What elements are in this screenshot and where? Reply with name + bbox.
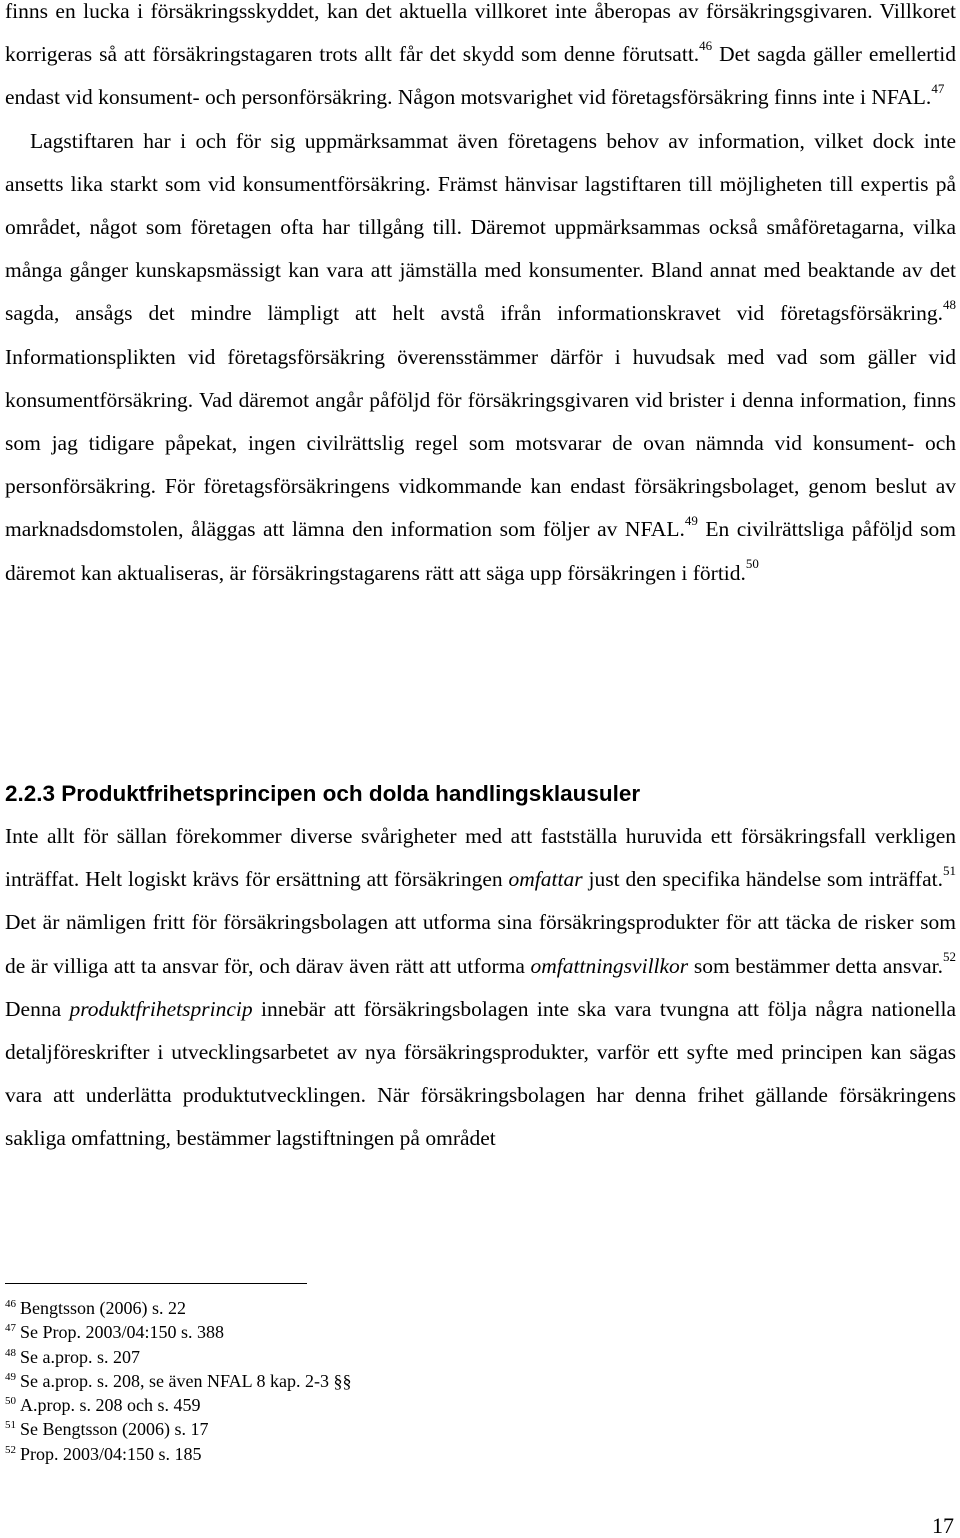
footnote-text: A.prop. s. 208 och s. 459 <box>20 1395 201 1416</box>
paragraph-text: som bestämmer detta ansvar. <box>688 953 943 978</box>
paragraph-text: just den specifika händelse som inträffat. <box>582 867 943 892</box>
body-paragraph-1 <box>5 0 956 595</box>
footnote-number: 49 <box>5 1370 16 1383</box>
footnote-ref-50[interactable]: 50 <box>745 556 759 572</box>
footnote-item <box>5 1369 351 1393</box>
footnote-number: 52 <box>5 1443 16 1456</box>
paragraph-text: Denna <box>5 996 70 1021</box>
footnote-number: 50 <box>5 1395 16 1408</box>
footnote-item <box>5 1345 351 1369</box>
body-paragraph-2 <box>5 815 956 1161</box>
footnote-item <box>5 1320 351 1344</box>
footnote-number: 47 <box>5 1322 16 1335</box>
paragraph-text: innebär att försäkringsbolagen inte ska vara tvungna att följa några nationella detaljföreskrifter i utvecklingsarbetet av nya försäkringsprodukter, varför ett syfte med principen kan sägas vara att underlätta produktutvecklingen. När försäkringsbolagen har denna frihet gällande försäkringens sakliga omfattning, bestämmer lagstiftningen på området <box>5 996 956 1151</box>
indented-paragraph-start <box>5 129 30 153</box>
italic-term: omfattningsvillkor <box>530 953 689 978</box>
italic-term: produktfrihetsprincip <box>69 996 253 1021</box>
footnote-item <box>5 1442 351 1466</box>
footnote-number: 48 <box>5 1346 16 1359</box>
paragraph-text: Lagstiftaren har i och för sig uppmärksammat även företagens behov av information, vilket dock inte ansetts lika starkt som vid konsumentförsäkring. Främst hänvisar lagstiftaren till möjligheten till expertis på området, något som företagen ofta har tillgång till. Däremot uppmärksammas också småföretagarna, vilka många gånger kunskapsmässigt kan vara att jämställa med konsumenter. Bland annat med beaktande av det sagda, ansågs det mindre lämpligt att helt avstå ifrån informationskravet vid företagsförsäkring. <box>5 128 956 326</box>
footnote-list <box>5 1296 351 1466</box>
footnote-text: Bengtsson (2006) s. 22 <box>20 1298 186 1318</box>
footnote-item <box>5 1417 351 1441</box>
footnote-text: Prop. 2003/04:150 s. 185 <box>20 1443 202 1464</box>
footnote-item <box>5 1296 351 1320</box>
footnote-ref-48[interactable]: 48 <box>943 297 956 313</box>
footnote-separator <box>5 1283 307 1284</box>
footnote-text: Se Prop. 2003/04:150 s. 388 <box>20 1322 225 1343</box>
footnote-text: Se Bengtsson (2006) s. 17 <box>20 1419 209 1440</box>
footnote-number: 51 <box>5 1419 16 1432</box>
paragraph-text: En civilrättsliga påföljd som däremot kan aktualiseras, är försäkringstagarens rätt att säga upp försäkringen i förtid. <box>5 517 956 585</box>
paragraph-text: Det sagda gäller emellertid endast vid konsument- och personförsäkring. Någon motsvarighet vid företagsförsäkring finns inte i NFAL. <box>5 42 956 110</box>
footnote-number: 46 <box>5 1298 16 1310</box>
section-heading: 2.2.3 Produktfrihetsprincipen och dolda handlingsklausuler <box>5 781 641 806</box>
paragraph-text: Informationsplikten vid företagsförsäkring överensstämmer därför i huvudsak med vad som gäller vid konsumentförsäkring. Vad däremot angår påföljd för försäkringsgivaren vid brister i denna information, finns som jag tidigare påpekat, ingen civilrättslig regel som motsvarar de ovan nämnda vid konsument- och personförsäkring. För företagsförsäkringens vidkommande kan endast försäkringsbolaget, genom beslut av marknadsdomstolen, åläggas att lämna den information som följer av NFAL. <box>5 344 956 542</box>
footnote-ref-46[interactable]: 46 <box>699 38 713 54</box>
italic-term: omfattar <box>508 867 583 892</box>
paragraph-text: finns en lucka i försäkringsskyddet, kan det aktuella villkoret inte åberopas av försäkringsgivaren. Villkoret korrigeras så att försäkringstagaren trots allt får det skydd som denne förutsatt. <box>5 0 956 67</box>
footnote-ref-51[interactable]: 51 <box>943 863 956 879</box>
paragraph-text: Inte allt för sällan förekommer diverse svårigheter med att fastställa huruvida ett försäkringsfall verkligen inträffat. Helt logiskt krävs för ersättning att försäkringen <box>5 824 956 892</box>
footnote-ref-49[interactable]: 49 <box>684 513 698 529</box>
footnote-ref-47[interactable]: 47 <box>931 81 945 97</box>
page-number: 17 <box>932 1513 954 1538</box>
footnote-ref-52[interactable]: 52 <box>943 949 956 965</box>
footnote-item <box>5 1393 351 1417</box>
footnote-text: Se a.prop. s. 208, se även NFAL 8 kap. 2-3 §§ <box>20 1370 352 1391</box>
paragraph-text: Det är nämligen fritt för försäkringsbolagen att utforma sina försäkringsprodukter för att täcka de risker som de är villiga att ta ansvar för, och därav även rätt att utforma <box>5 910 956 978</box>
footnote-text: Se a.prop. s. 207 <box>20 1346 140 1367</box>
